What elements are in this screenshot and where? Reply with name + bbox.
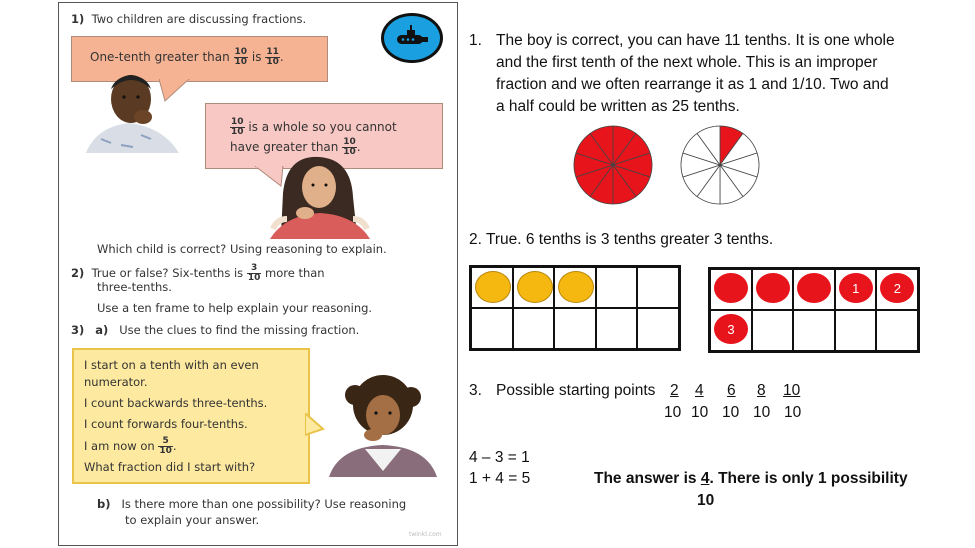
submarine-badge [381, 13, 443, 63]
q3a-line [71, 323, 359, 338]
counter-red [797, 273, 831, 303]
boy-illustration [81, 69, 191, 153]
frac-den: 10 [343, 147, 356, 157]
q3b-label: b) [97, 497, 111, 511]
ten-frame-cell [554, 267, 596, 308]
submarine-icon [384, 16, 440, 60]
boy-fraction-b [265, 48, 280, 67]
equation-1: 4 – 3 = 1 [469, 449, 530, 466]
worksheet-image [58, 2, 458, 546]
girl-fraction-a [230, 118, 245, 137]
starting-den-4: 10 [753, 404, 771, 421]
q3-number: 3) [71, 323, 85, 337]
ten-frame-cell [876, 310, 918, 351]
q3a-label: a) [95, 323, 109, 337]
q2-text-1b: more than [265, 266, 325, 280]
ten-frame-2 [708, 267, 920, 353]
counter-label: 2 [893, 280, 901, 296]
clue-box-tail [305, 413, 325, 439]
answer-1-number: 1. [469, 32, 482, 49]
clue-line-2: numerator. [84, 375, 148, 389]
clue-line-6: What fraction did I start with? [84, 460, 256, 474]
pie-one-tenth [678, 123, 762, 207]
ten-frame-cell [513, 267, 555, 308]
frac-num: 3 [247, 264, 262, 274]
counter-red [714, 273, 748, 303]
boy-text: One-tenth greater than [90, 50, 230, 64]
ten-frame-cell [793, 310, 835, 351]
starting-num-1: 2 [670, 382, 679, 399]
starting-den-1: 10 [664, 404, 682, 421]
frac-num: 5 [158, 437, 173, 447]
clue-text-5: I am now on [84, 439, 155, 453]
frac-num: 10 [231, 117, 244, 127]
ten-frame-cell [793, 269, 835, 310]
q1-text: Two children are discussing fractions. [91, 12, 307, 26]
ten-frame-cell [513, 308, 555, 349]
q3b-text-1: Is there more than one possibility? Use reasoning [121, 497, 407, 511]
q2-text-2: three-tenths. [97, 280, 172, 294]
ten-frame-cell [710, 310, 752, 351]
boy-statement: One-tenth greater than $\frac{10}{10}$ is $\frac{11}{10}$ . [90, 47, 284, 67]
q2-fraction [247, 264, 262, 283]
q3a-text: Use the clues to find the missing fraction. [119, 323, 360, 337]
clue-line-1: I start on a tenth with an even [84, 358, 259, 372]
q2-text-3: Use a ten frame to help explain your reasoning. [97, 301, 373, 315]
ten-frame-cell [637, 308, 679, 349]
ten-frame-cell [596, 308, 638, 349]
clue-fraction [158, 437, 173, 456]
answer-1-line-2: and the first tenth of the next whole. This is an improper [496, 54, 878, 71]
counter-red [839, 273, 873, 303]
frac-num: 10 [343, 137, 356, 147]
ten-frame-cell [876, 269, 918, 310]
starting-den-3: 10 [722, 404, 740, 421]
boy-mid-text: is [251, 50, 262, 64]
clue-line-4: I count forwards four-tenths. [84, 417, 248, 431]
starting-den-5: 10 [784, 404, 802, 421]
q2-number: 2) [71, 266, 85, 280]
watermark: twinkl.com [409, 531, 442, 538]
starting-num-4: 8 [757, 382, 766, 399]
final-answer-denominator: 10 [697, 492, 715, 509]
q1-number: 1) [71, 12, 85, 26]
answer-1-line-1: The boy is correct, you can have 11 tenths. It is one whole [496, 32, 895, 49]
q3b-line-1 [97, 497, 406, 512]
q1-line [71, 12, 306, 27]
counter-red [756, 273, 790, 303]
ten-frame-cell [596, 267, 638, 308]
ten-frame-cell [637, 267, 679, 308]
counter-label: 3 [727, 321, 735, 337]
boy-fraction-a [234, 48, 249, 67]
counter-yellow [517, 271, 553, 303]
frac-den: 10 [247, 273, 261, 283]
final-answer-prefix: The answer is [594, 470, 697, 487]
final-answer [594, 468, 908, 490]
ten-frame-cell [471, 267, 513, 308]
ten-frame-cell [710, 269, 752, 310]
curly-boy-illustration [325, 375, 443, 477]
counter-label [797, 273, 831, 303]
girl-text-2: have greater than [230, 140, 339, 154]
q1-prompt: Which child is correct? Using reasoning to explain. [97, 242, 387, 256]
frac-den: 10 [234, 57, 248, 67]
starting-num-5: 10 [783, 382, 801, 399]
counter-yellow [475, 271, 511, 303]
frac-num: 11 [266, 47, 279, 57]
counter-label [714, 273, 748, 303]
equation-2: 1 + 4 = 5 [469, 470, 531, 487]
answer-2-text: 2. True. 6 tenths is 3 tenths greater 3 tenths. [469, 231, 774, 248]
frac-den: 10 [266, 57, 279, 67]
girl-line-1 [230, 118, 397, 137]
girl-illustration [265, 153, 375, 239]
answer-3-label: 3. [469, 382, 482, 399]
ten-frame-cell [752, 269, 794, 310]
counter-yellow [558, 271, 594, 303]
answer-1-line-4: a half could be written as 25 tenths. [496, 98, 740, 115]
starting-num-2: 4 [695, 382, 704, 399]
ten-frame-1 [469, 265, 681, 351]
clue-box [72, 348, 310, 484]
ten-frame-cell [752, 310, 794, 351]
q2-text-1: True or false? Six-tenths is [91, 266, 244, 280]
counter-red [880, 273, 914, 303]
frac-num: 10 [234, 47, 248, 57]
starting-num-3: 6 [727, 382, 736, 399]
ten-frame-cell [554, 308, 596, 349]
clue-line-5: I am now on $\frac{5}{10}$ . [84, 436, 177, 456]
girl-text-1: is a whole so you cannot [248, 120, 397, 134]
counter-label [756, 273, 790, 303]
ten-frame-cell [835, 310, 877, 351]
counter-label: 1 [852, 280, 860, 296]
frac-den: 10 [231, 127, 244, 137]
clue-line-3: I count backwards three-tenths. [84, 396, 268, 410]
ten-frame-cell [835, 269, 877, 310]
pie-whole-filled [571, 123, 655, 207]
starting-den-2: 10 [691, 404, 709, 421]
final-answer-suffix: . There is only 1 possibility [709, 470, 908, 487]
ten-frame-cell [471, 308, 513, 349]
frac-den: 10 [159, 446, 172, 456]
answer-1-line-3: fraction and we often rearrange it as 1 and 1/10. Two and [496, 76, 889, 93]
girl-line-2: have greater than $\frac{10}{10}$ . [230, 137, 361, 157]
q3b-text-2: to explain your answer. [125, 513, 260, 527]
counter-red [714, 314, 748, 344]
final-answer-numerator: 4 [700, 470, 710, 487]
answer-3-text: Possible starting points [496, 382, 656, 399]
